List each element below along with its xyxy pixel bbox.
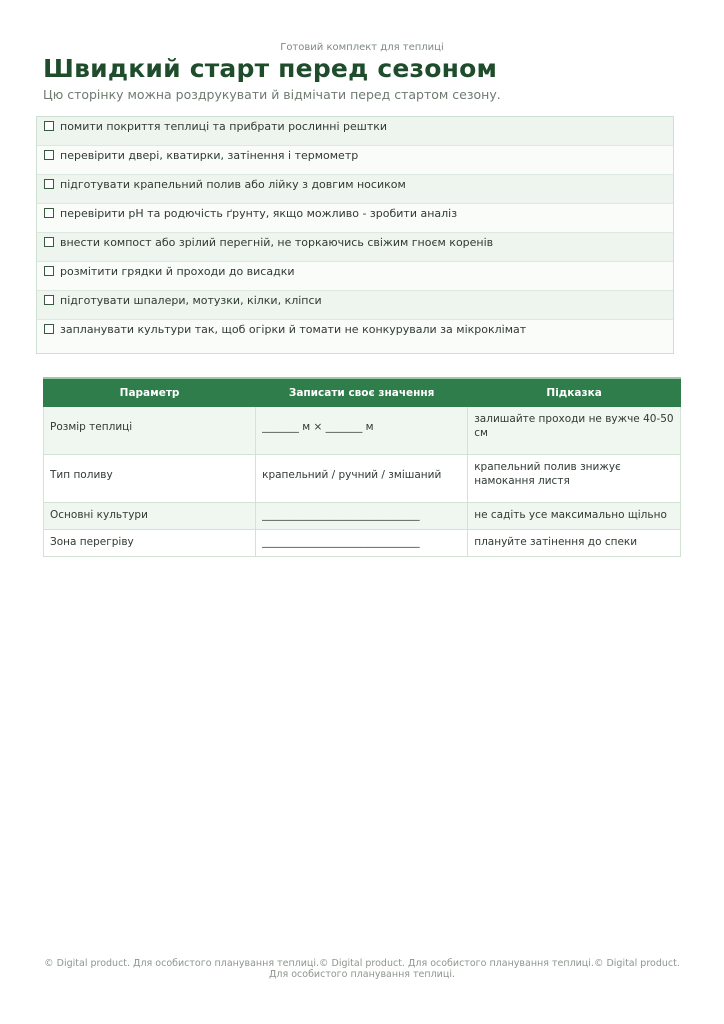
checklist-item[interactable]: [37, 291, 673, 320]
hint-cell: не садіть усе максимально щільно: [468, 503, 681, 530]
checkbox-icon[interactable]: [44, 121, 54, 131]
greenhouse-parameters-table: [43, 377, 681, 557]
checkbox-icon[interactable]: [44, 237, 54, 247]
checkbox-icon[interactable]: [44, 150, 54, 160]
table-row: [44, 503, 681, 530]
checkbox-icon[interactable]: [44, 208, 54, 218]
parameter-cell: Зона перегріву: [44, 530, 256, 557]
checklist-item[interactable]: [37, 146, 673, 175]
column-header-hint: Підказка: [468, 378, 681, 407]
checklist-item-label: запланувати культури так, щоб огірки й томати не конкурували за мікроклімат: [60, 323, 527, 336]
checklist-item-label: підготувати крапельний полив або лійку з довгим носиком: [60, 178, 406, 191]
column-header-value: Записати своє значення: [256, 378, 468, 407]
checklist-item-label: перевірити pH та родючість ґрунту, якщо можливо - зробити аналіз: [60, 207, 458, 220]
checkbox-icon[interactable]: [44, 266, 54, 276]
checkbox-icon[interactable]: [44, 179, 54, 189]
parameter-cell: Основні культури: [44, 503, 256, 530]
season-checklist: [36, 116, 674, 354]
checklist-item-label: підготувати шпалери, мотузки, кілки, кліпси: [60, 294, 322, 307]
value-entry-cell[interactable]: ______________________________: [256, 503, 468, 530]
table-row: [44, 455, 681, 503]
hint-cell: залишайте проходи не вужче 40-50 см: [468, 407, 681, 455]
checkbox-icon[interactable]: [44, 324, 54, 334]
column-header-parameter: Параметр: [44, 378, 256, 407]
checklist-item[interactable]: [37, 117, 673, 146]
page-title: Швидкий старт перед сезоном: [43, 54, 498, 83]
value-entry-cell[interactable]: _______ м × _______ м: [256, 407, 468, 455]
checklist-item[interactable]: [37, 262, 673, 291]
hint-cell: крапельний полив знижує намокання листя: [468, 455, 681, 503]
value-entry-cell[interactable]: крапельний / ручний / змішаний: [256, 455, 468, 503]
checkbox-icon[interactable]: [44, 295, 54, 305]
page-subtitle: Цю сторінку можна роздрукувати й відмічати перед стартом сезону.: [43, 87, 501, 102]
checklist-item-label: розмітити грядки й проходи до висадки: [60, 265, 295, 278]
value-entry-cell[interactable]: ______________________________: [256, 530, 468, 557]
parameter-cell: Розмір теплиці: [44, 407, 256, 455]
checklist-item-label: внести компост або зрілий перегній, не торкаючись свіжим гноєм коренів: [60, 236, 494, 249]
hint-cell: плануйте затінення до спеки: [468, 530, 681, 557]
table-row: [44, 407, 681, 455]
checklist-item[interactable]: [37, 204, 673, 233]
checklist-item-label: помити покриття теплиці та прибрати рослинні рештки: [60, 120, 388, 133]
table-header-row: [44, 378, 681, 407]
checklist-item[interactable]: [37, 233, 673, 262]
table-row: [44, 530, 681, 557]
checklist-item-label: перевірити двері, кватирки, затінення і термометр: [60, 149, 359, 162]
checklist-item[interactable]: [37, 320, 673, 353]
copyright-footer: © Digital product. Для особистого планування теплиці.© Digital product. Для особистого планування теплиці.© Digital product. Для особистого планування теплиці.: [44, 958, 680, 981]
checklist-item[interactable]: [37, 175, 673, 204]
document-kicker: Готовий комплект для теплиці: [280, 42, 444, 53]
parameter-cell: Тип поливу: [44, 455, 256, 503]
